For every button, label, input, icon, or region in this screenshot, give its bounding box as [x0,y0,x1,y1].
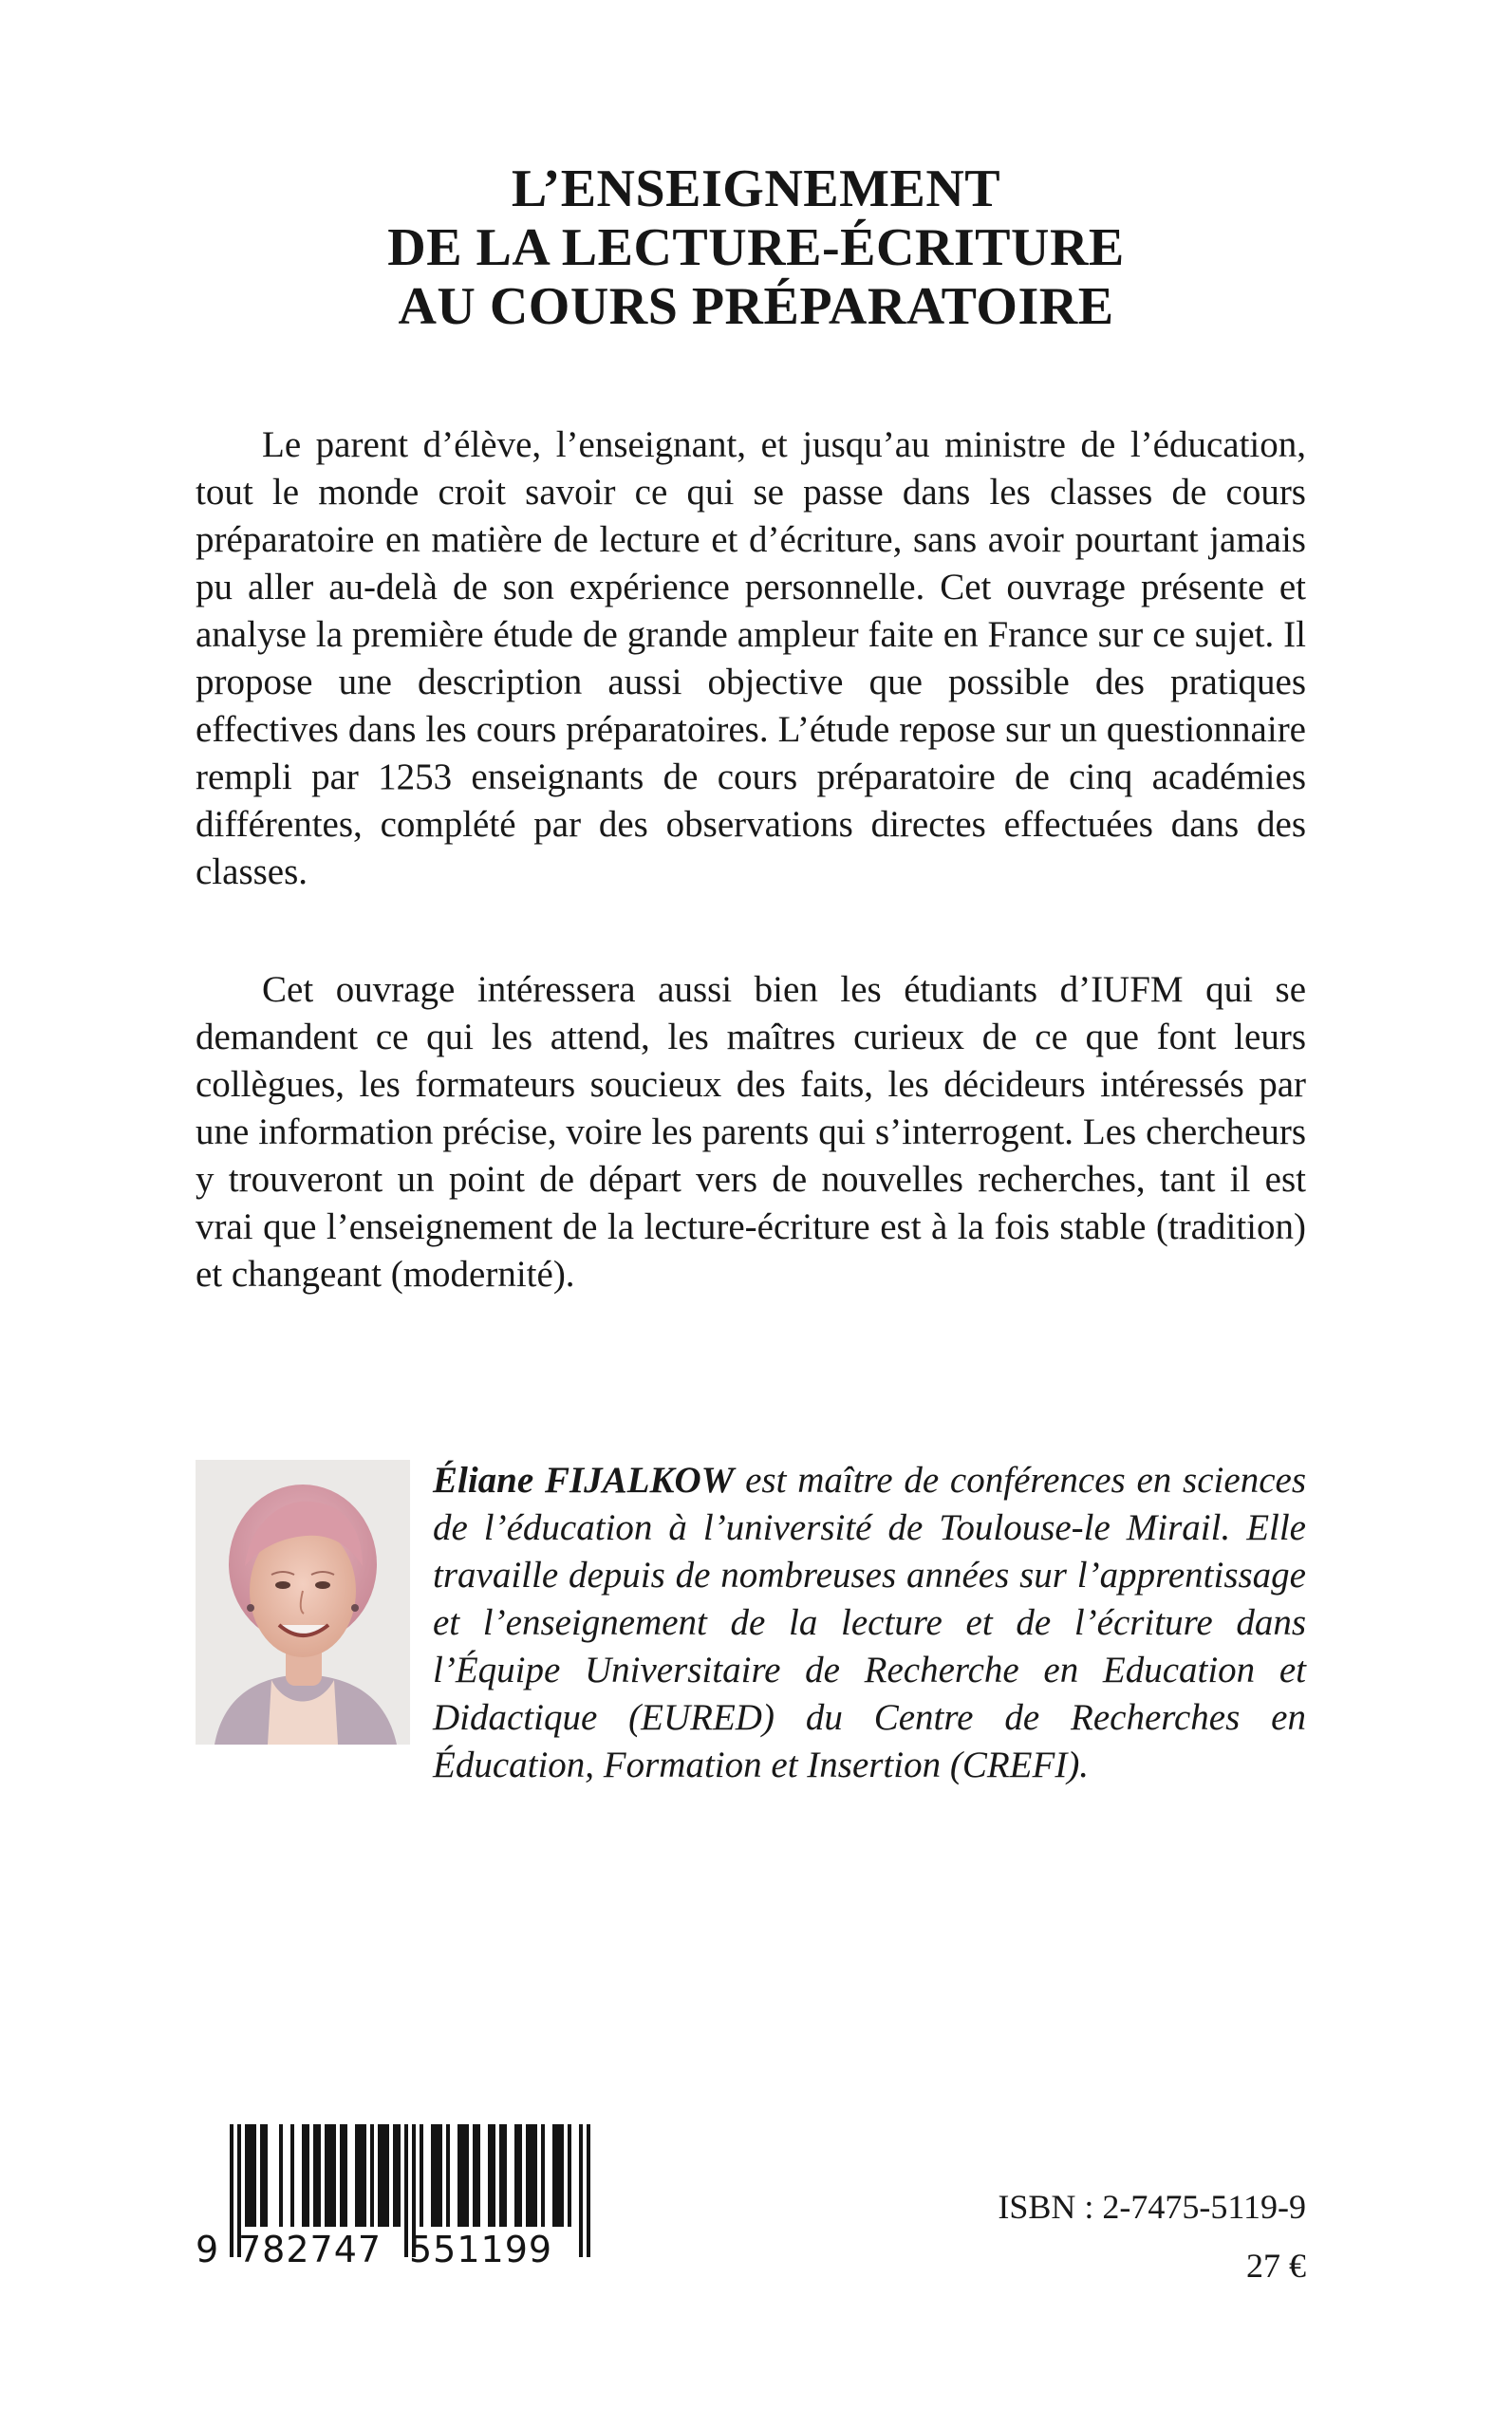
barcode-bar [279,2124,283,2227]
barcode-bar [359,2124,363,2227]
barcode-bar [370,2124,374,2227]
barcode-bar [344,2124,347,2227]
photo-spacer [196,1457,433,1776]
barcode-bar [393,2124,397,2227]
barcode-bar [340,2124,344,2227]
barcode-bar [499,2124,503,2227]
barcode-bar [461,2124,465,2227]
barcode-bar [530,2124,533,2227]
barcode-bar [325,2124,328,2227]
barcode-bar [252,2124,256,2227]
barcode-bar [560,2124,564,2227]
barcode-bar [420,2124,423,2227]
barcode-bar [579,2124,583,2257]
barcode-bar [492,2124,495,2227]
barcode-bar [328,2124,332,2227]
barcode-bar [404,2124,408,2257]
barcode-bar [245,2124,249,2227]
barcode-bar [568,2124,571,2227]
title-line-3: AU COURS PRÉPARATOIRE [398,277,1114,336]
barcode-bar [260,2124,264,2227]
barcode-bar [385,2124,389,2227]
title-line-2: DE LA LECTURE-ÉCRITURE [387,218,1125,277]
barcode-bar [476,2124,480,2227]
author-name: Éliane FIJALKOW [433,1460,735,1501]
barcode-bar [514,2124,518,2227]
barcode-bar [249,2124,252,2227]
isbn-number: ISBN : 2-7475-5119-9 [998,2188,1306,2226]
barcode-bar [465,2124,469,2227]
barcode-bar [313,2124,317,2227]
barcode-bar [503,2124,507,2227]
summary-paragraph-1: Le parent d’élève, l’enseignant, et jusqu’au ministre de l’éducation, tout le monde croit savoir ce qui se passe dans les classes de cours préparatoire en matière de lecture et d’écriture, sans avoir pourtant jamais pu aller au-delà de son expérience personnelle. Cet ouvrage présente et analyse la première étude de grande ampleur faite en France sur ce sujet. Il propose une description aussi objective que possible des pratiques effectives dans les cours préparatoires. L’étude repose sur un questionnaire rempli par 1253 enseignants de cours préparatoire de cinq académies différentes, complété par des observations directes effectuées dans des classes. [196,424,1306,892]
author-biography [196,1457,1306,1789]
barcode-bar [363,2124,366,2227]
barcode-digit-group-2: 551199 [409,2229,553,2267]
barcode-bar [518,2124,522,2227]
price: 27 € [1246,2247,1306,2285]
summary-paragraph-2: Cet ouvrage intéressera aussi bien les étudiants d’IUFM qui se demandent ce qui les attend, les maîtres curieux de ce que font leurs collègues, les formateurs soucieux des faits, les décideurs intéressés par une information précise, voire les parents qui s’interrogent. Les chercheurs y trouveront un point de départ vers de nouvelles recherches, tant il est vrai que l’enseignement de la lecture-écriture est à la fois stable (tradition) et changeant (modernité). [196,969,1306,1295]
barcode-digit-group-1: 782747 [238,2229,383,2267]
barcode-bar [488,2124,492,2227]
barcode-bar [533,2124,537,2227]
book-title [0,159,1512,336]
barcode-bar [446,2124,450,2227]
barcode-bar [355,2124,359,2227]
barcode-bar [431,2124,435,2227]
barcode-first-digit: 9 [196,2229,219,2267]
barcode-bar [526,2124,530,2227]
barcode-bar [397,2124,401,2227]
barcode-bar [556,2124,560,2227]
barcode-bar [435,2124,439,2227]
barcode-bar [306,2124,309,2227]
barcode-bar [473,2124,476,2227]
barcode-bar [439,2124,442,2227]
barcode-bar [378,2124,382,2227]
barcode-bar [552,2124,556,2227]
barcode-bar [230,2124,233,2257]
barcode [196,2124,604,2267]
barcode-bar [541,2124,545,2227]
barcode-bar [302,2124,306,2227]
barcode-bar [332,2124,336,2227]
author-bio-text: est maître de conférences en sciences de l’éducation à l’université de Toulouse-le Mirail. Elle travaille depuis de nombreuses années sur l’apprentissage et l’enseignement de la lecture et de l’écriture dans l’Équipe Universitaire de Recherche en Education et Didactique (EURED) du Centre de Recherches en Éducation, Formation et Insertion (CREFI). [433,1460,1306,1785]
barcode-bar [382,2124,385,2227]
barcode-bar [290,2124,294,2227]
barcode-bar [264,2124,268,2227]
barcode-bar [587,2124,590,2257]
title-line-1: L’ENSEIGNEMENT [511,159,1001,218]
barcode-bar [457,2124,461,2227]
barcode-bar [317,2124,321,2227]
